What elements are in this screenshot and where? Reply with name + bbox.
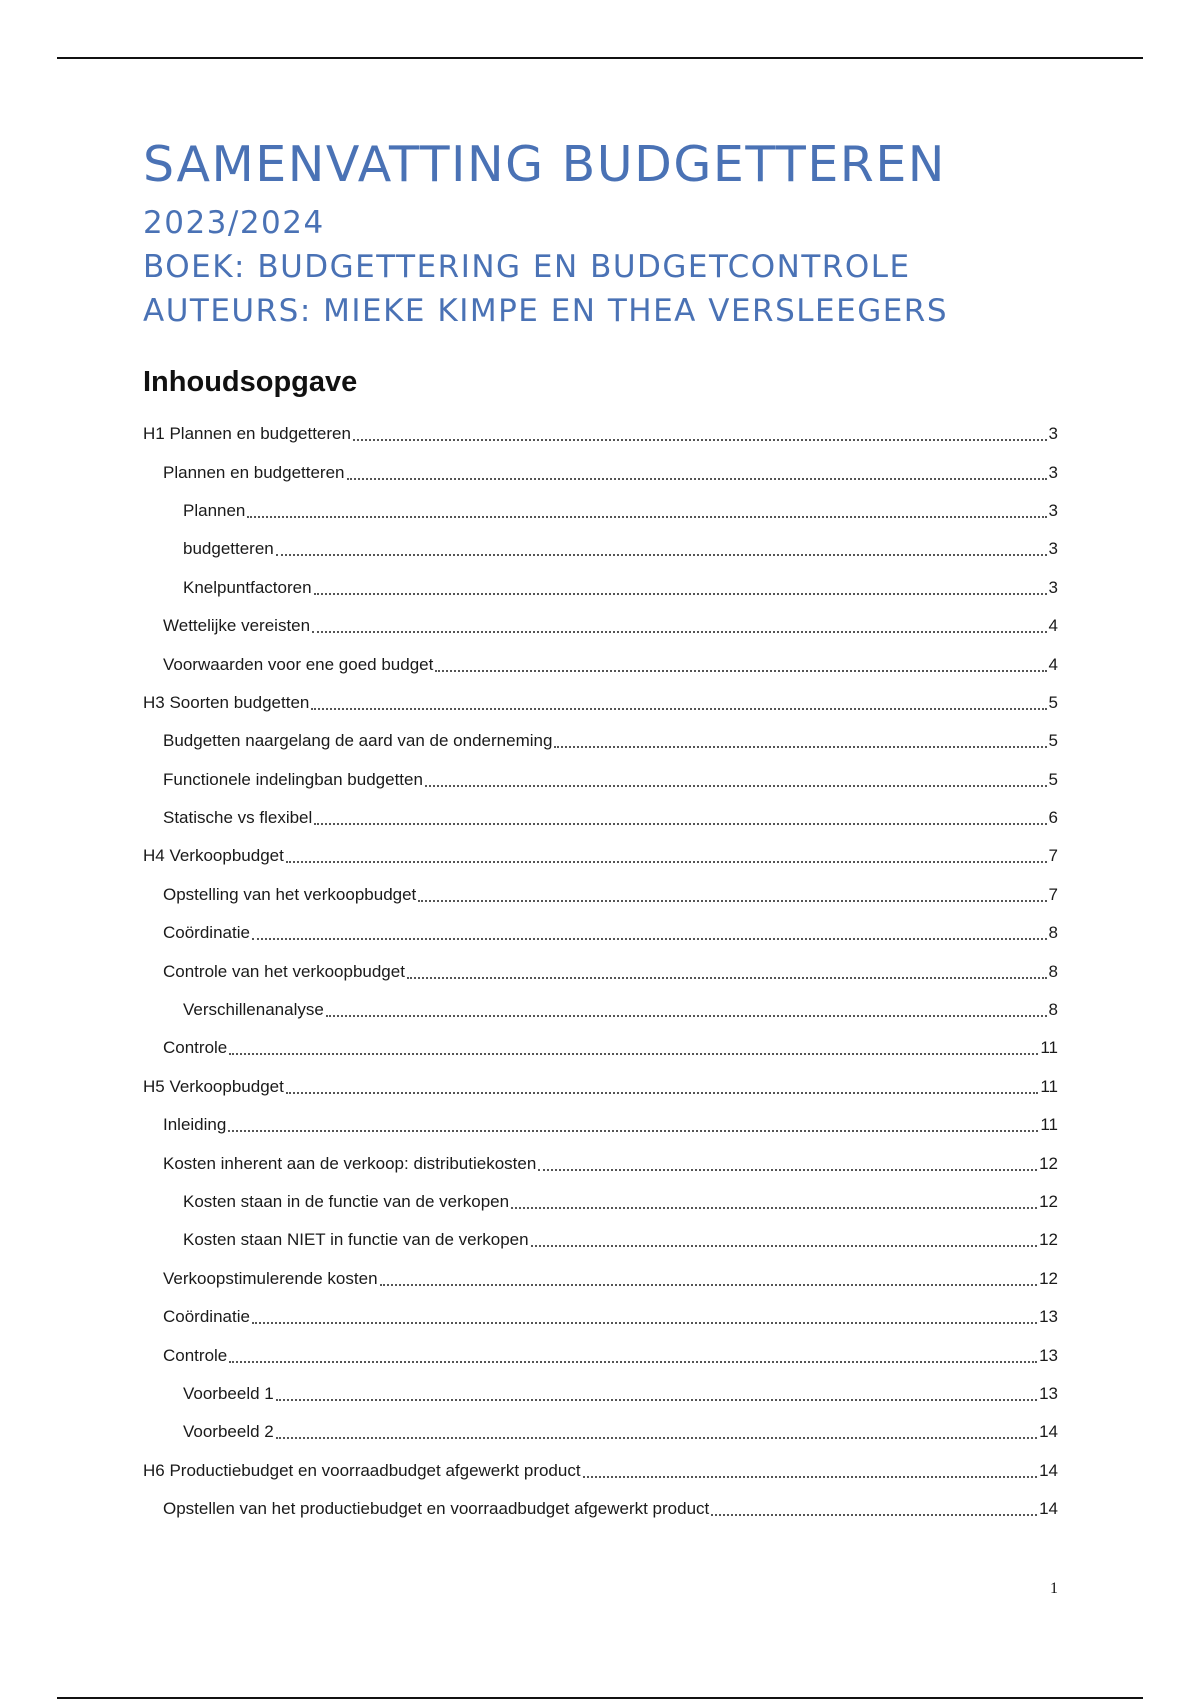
toc-entry[interactable] [143,991,1058,1029]
toc-entry-page: 12 [1039,1192,1058,1211]
toc-entry-title: budgetteren [183,539,274,559]
header-rule [57,57,1143,59]
toc-entry-title: Voorbeeld 2 [183,1422,274,1442]
toc-entry-title: Kosten inherent aan de verkoop: distributiekosten [163,1153,537,1173]
toc-entry-page: 12 [1039,1230,1058,1250]
toc-entry-page: 5 [1048,731,1058,751]
toc-entry-title: Functionele indelingban budgetten [163,769,423,789]
toc-dot-leader [353,439,1047,441]
toc-entry-title: H3 Soorten budgetten [143,692,310,712]
toc-entry[interactable] [143,1106,1058,1144]
toc-dot-leader [425,785,1047,787]
toc-entry-page: 3 [1048,577,1058,597]
toc-entry[interactable] [143,1260,1058,1298]
toc-entry-title: Controle van het verkoopbudget [163,961,405,981]
toc-entry-title: Statische vs flexibel [163,808,313,828]
toc-entry-title: Controle [163,1345,228,1365]
toc-entry-page: 13 [1039,1345,1058,1365]
toc-entry-page: 5 [1048,769,1058,789]
toc-entry-title: H1 Plannen en budgetteren [143,424,351,444]
toc-entry-page: 3 [1048,500,1058,520]
toc-entry-title: Kosten staan in de functie van de verkopen [183,1192,510,1211]
toc-entry[interactable] [143,837,1058,875]
toc-dot-leader [418,900,1046,902]
toc-entry[interactable] [143,1029,1058,1067]
toc-entry-title: Verkoopstimulerende kosten [163,1268,378,1288]
toc-entry-page: 8 [1048,961,1058,981]
toc-entry-page: 14 [1039,1460,1058,1480]
toc-entry-title: Kosten staan NIET in functie van de verkopen [183,1230,529,1250]
document-title: SAMENVATTING BUDGETTEREN [143,136,946,193]
toc-entry-page: 3 [1048,424,1058,444]
toc-entry[interactable] [143,684,1058,722]
toc-entry-title: Voorbeeld 1 [183,1383,274,1403]
toc-entry[interactable] [143,1336,1058,1374]
toc-entry-page: 14 [1039,1422,1058,1442]
toc-dot-leader [229,1361,1037,1363]
toc-entry[interactable] [143,1183,1058,1221]
toc-dot-leader [435,670,1046,672]
toc-entry-title: Opstelling van het verkoopbudget [163,884,417,904]
toc-entry[interactable] [143,952,1058,990]
toc-entry[interactable] [143,415,1058,453]
toc-dot-leader [312,631,1046,633]
toc-entry-page: 4 [1048,616,1058,636]
toc-entry-page: 11 [1040,1076,1058,1096]
toc-entry[interactable] [143,492,1058,530]
toc-dot-leader [511,1207,1037,1209]
toc-dot-leader [326,1015,1047,1017]
toc-entry-page: 13 [1039,1383,1058,1403]
footer-rule [57,1697,1143,1699]
toc-entry-page: 4 [1048,654,1058,674]
toc-entry[interactable] [143,1144,1058,1182]
toc-entry-title: H6 Productiebudget en voorraadbudget afgewerkt product [143,1460,581,1480]
toc-entry-page: 11 [1040,1038,1058,1058]
toc-dot-leader [380,1284,1038,1286]
toc-entry[interactable] [143,761,1058,799]
toc-entry-title: Plannen [183,500,246,520]
toc-entry-title: H5 Verkoopbudget [143,1076,284,1096]
toc-dot-leader [531,1245,1038,1247]
toc-dot-leader [252,1322,1037,1324]
toc-heading: Inhoudsopgave [143,366,358,398]
toc-dot-leader [252,938,1047,940]
toc-entry[interactable] [143,1068,1058,1106]
toc-dot-leader [711,1514,1037,1516]
toc-entry-title: Inleiding [163,1115,227,1135]
toc-entry[interactable] [143,453,1058,491]
toc-dot-leader [538,1169,1037,1171]
toc-dot-leader [229,1053,1038,1055]
toc-entry-page: 8 [1048,1000,1058,1020]
toc-entry-title: Wettelijke vereisten [163,616,311,636]
page-number: 1 [1050,1580,1058,1597]
toc-entry[interactable] [143,799,1058,837]
toc-dot-leader [554,746,1046,748]
toc-entry[interactable] [143,876,1058,914]
toc-entry[interactable] [143,914,1058,952]
toc-entry-page: 3 [1048,539,1058,559]
document-authors: AUTEURS: MIEKE KIMPE EN THEA VERSLEEGERS [143,293,949,329]
toc-dot-leader [583,1476,1038,1478]
toc-entry-page: 5 [1048,692,1058,712]
document-book: BOEK: BUDGETTERING EN BUDGETCONTROLE [143,249,911,285]
toc-entry[interactable] [143,722,1058,760]
toc-entry[interactable] [143,645,1058,683]
toc-dot-leader [314,823,1046,825]
toc-dot-leader [407,977,1047,979]
toc-entry-title: Knelpuntfactoren [183,577,312,597]
title-block [133,133,973,333]
toc-dot-leader [314,593,1047,595]
toc-entry-page: 14 [1039,1499,1058,1519]
toc-entry-page: 13 [1039,1307,1058,1327]
toc-dot-leader [276,1399,1037,1401]
toc-entry[interactable] [143,530,1058,568]
toc-entry-page: 12 [1039,1268,1058,1288]
toc-dot-leader [247,516,1046,518]
toc-dot-leader [286,1092,1039,1094]
toc-entry-title: Plannen en budgetteren [163,462,345,482]
toc-entry[interactable] [143,1452,1058,1490]
toc-entry[interactable] [143,1413,1058,1451]
toc-entry-page: 8 [1048,923,1058,943]
toc-entry[interactable] [143,569,1058,607]
table-of-contents [143,415,1058,1528]
toc-entry-title: Verschillenanalyse [183,1000,324,1020]
toc-entry-title: Controle [163,1038,228,1058]
toc-entry-page: 6 [1048,808,1058,828]
toc-entry[interactable] [143,1298,1058,1336]
toc-entry-page: 7 [1048,884,1058,904]
toc-entry-title: Budgetten naargelang de aard van de onderneming [163,731,553,751]
document-year: 2023/2024 [143,205,325,241]
toc-entry-title: Coördinatie [163,923,250,943]
toc-dot-leader [276,554,1047,556]
toc-entry[interactable] [143,607,1058,645]
toc-dot-leader [276,1437,1037,1439]
toc-entry-page: 11 [1040,1115,1058,1135]
toc-entry-page: 7 [1048,846,1058,866]
toc-entry[interactable] [143,1490,1058,1528]
toc-entry-title: H4 Verkoopbudget [143,846,284,866]
toc-entry[interactable] [143,1375,1058,1413]
toc-entry-page: 3 [1048,462,1058,482]
toc-entry-title: Opstellen van het productiebudget en voorraadbudget afgewerkt product [163,1499,710,1519]
toc-entry-page: 12 [1039,1153,1058,1173]
toc-entry-title: Voorwaarden voor ene goed budget [163,654,434,674]
toc-entry[interactable] [143,1221,1058,1259]
toc-dot-leader [347,478,1047,480]
toc-dot-leader [311,708,1046,710]
toc-dot-leader [286,861,1047,863]
toc-dot-leader [228,1130,1038,1132]
toc-entry-title: Coördinatie [163,1307,250,1327]
